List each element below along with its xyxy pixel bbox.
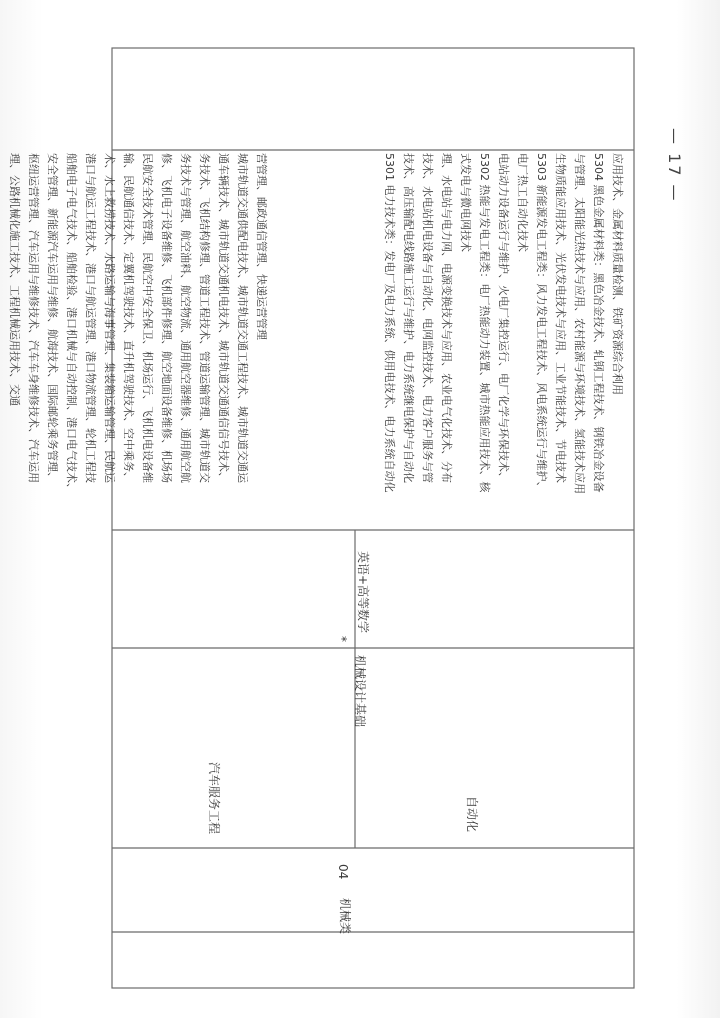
majors-line: 5302 热能与发电工程类：电厂热能动力装置、城市热能应用技术、核 bbox=[478, 153, 491, 493]
majors-line: 务技术、飞机结构修理、管道工程技术、管道运输管理、城市轨道交 bbox=[198, 153, 211, 483]
majors-line: 港口与航运工程技术、港口与航运管理、港口物流管理、轮机工程技 bbox=[84, 153, 97, 483]
majors-line: 理、水电站与电力网、电源变换技术与应用、农业电气化技术、分布 bbox=[440, 153, 453, 483]
small-mark: * bbox=[335, 636, 349, 642]
majors-line: 营管理、邮政通信管理、快递运营管理 bbox=[255, 153, 268, 340]
majors-line: 输、民航通信技术、定翼机驾驶技术、直升机驾驶技术、空中乘务、 bbox=[122, 153, 135, 483]
majors-line: 船舶电子电气技术、船舶检验、港口机械与自动控制、港口电气技术、 bbox=[65, 153, 78, 494]
code-cell: 04 bbox=[336, 864, 350, 880]
majors-block-2 bbox=[380, 153, 627, 494]
category-cell: 机械类 bbox=[338, 898, 352, 935]
major-cell-bottom: 自动化 bbox=[465, 796, 479, 833]
majors-line: 安全管理、新能源汽车运用与维修、航海技术、国际邮轮乘务管理、 bbox=[46, 153, 59, 483]
majors-line: 理、公路机械化施工技术、工程机械运用技术、交通 bbox=[8, 153, 21, 406]
exam-subject-1: 机械设计基础 bbox=[353, 655, 367, 728]
majors-line: 修、飞机电子设备维修、飞机部件修理、航空地面设备维修、机场场 bbox=[160, 153, 173, 483]
majors-line: 与管理、太阳能光热技术与应用、农村能源与环境技术、氢能技术应用 bbox=[573, 153, 586, 494]
exam-subject-2: 英语+高等数学 bbox=[356, 551, 370, 634]
majors-line: 通车辆技术、城市轨道交通机电技术、城市轨道交通通信信号技术、 bbox=[217, 153, 230, 483]
majors-block-1 bbox=[5, 153, 271, 494]
majors-line: 生物质能应用技术、光伏发电技术与应用、工业节能技术、节电技术 bbox=[554, 153, 567, 483]
majors-line: 务技术与管理、航空油料、航空物流、通用航空器维修、通用航空航 bbox=[179, 153, 192, 483]
majors-line: 城市轨道交通供配电技术、城市轨道交通工程技术、城市轨道交通运 bbox=[236, 153, 249, 483]
majors-line: 应用技术、金属材料质量检测、铁矿资源综合利用 bbox=[611, 153, 624, 395]
majors-line: 术、水上救捞技术、水路运输与海事管理、集装箱运输管理、民航运 bbox=[103, 153, 116, 483]
page-number: — 17 — bbox=[665, 128, 684, 203]
majors-line: 电站动力设备运行与维护、火电厂集控运行、电厂化学与环保技术、 bbox=[497, 153, 510, 483]
major-cell-top: 汽车服务工程 bbox=[207, 762, 221, 835]
majors-line: 5303 新能源发电工程类：风力发电工程技术、风电系统运行与维护、 bbox=[535, 153, 548, 493]
majors-line: 技术、水电站机电设备与自动化、电网监控技术、电力客户服务与管 bbox=[421, 153, 434, 483]
majors-line: 式发电与微电网技术 bbox=[459, 153, 472, 252]
majors-line: 枢纽运营管理、汽车运用与维修技术、汽车车身维修技术、汽车运用 bbox=[27, 153, 40, 483]
majors-line: 5301 电力技术类：发电厂及电力系统、供用电技术、电力系统自动化 bbox=[383, 153, 396, 493]
majors-line: 技术、高压输配电线路施工运行与维护、电力系统继电保护与自动化 bbox=[402, 153, 415, 483]
majors-line: 电厂热工自动化技术 bbox=[516, 153, 529, 252]
majors-line: 民航安全技术管理、民航空中安全保卫、机场运行、飞机机电设备维 bbox=[141, 153, 154, 483]
majors-line: 5304 黑色金属材料类：黑色冶金技术、轧钢工程技术、钢铁冶金设备 bbox=[592, 153, 605, 493]
